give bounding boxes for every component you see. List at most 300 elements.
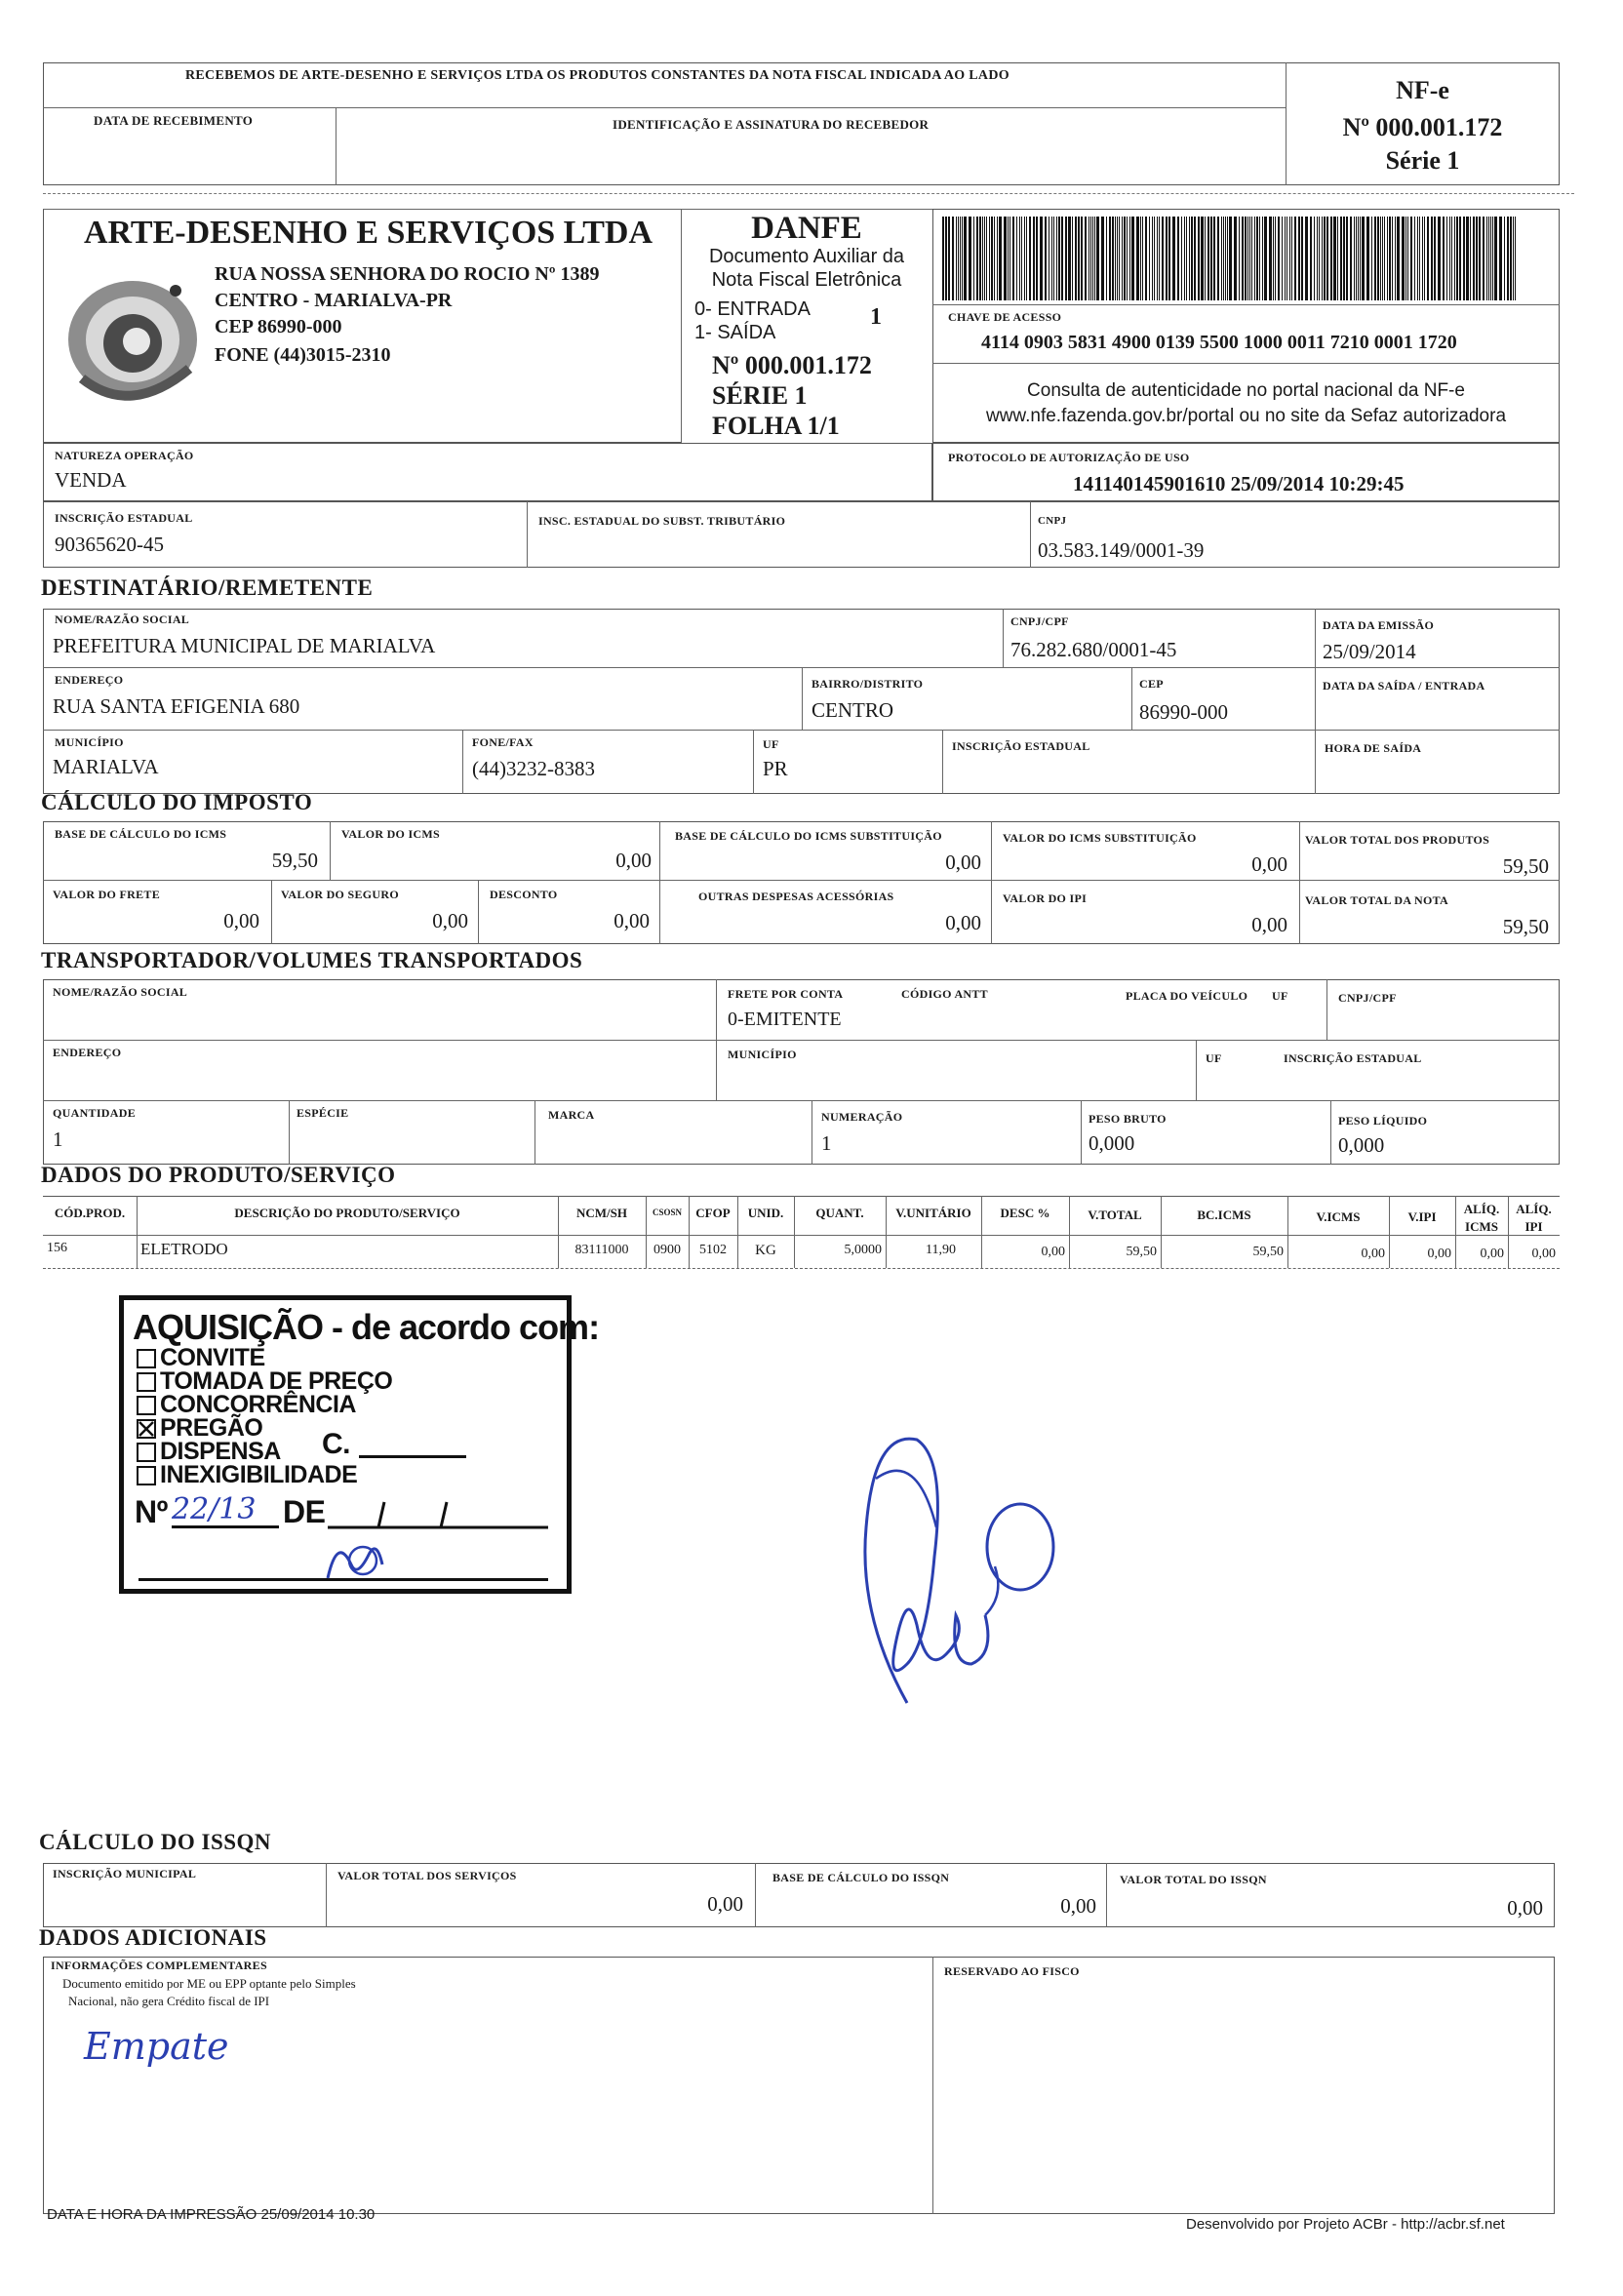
issqn-base: 0,00: [1060, 1894, 1096, 1918]
col-bcicms: BC.ICMS: [1197, 1207, 1251, 1222]
barcode-bar: [1221, 217, 1222, 300]
barcode-bar: [1008, 217, 1009, 300]
cell-desc: ELETRODO: [140, 1240, 228, 1258]
transp-ie-label: INSCRIÇÃO ESTADUAL: [1284, 1051, 1422, 1065]
cell-vunit: 11,90: [926, 1243, 956, 1257]
barcode-bar: [1081, 217, 1083, 300]
barcode-bar: [960, 217, 961, 300]
stamp-option-4: DISPENSA: [137, 1438, 281, 1466]
signature: [849, 1420, 1063, 1713]
stamp-option-3: PREGÃO: [137, 1414, 262, 1443]
barcode-bar: [1159, 217, 1160, 300]
dest-emissao: 25/09/2014: [1323, 640, 1416, 663]
cell-descp: 0,00: [1041, 1245, 1065, 1259]
barcode-bar: [1191, 217, 1193, 300]
col-aliq-icms-1: ALÍQ.: [1463, 1202, 1500, 1216]
dest-endereco-label: ENDEREÇO: [55, 673, 124, 687]
barcode-bar: [1454, 217, 1455, 300]
barcode-bar: [1131, 217, 1134, 300]
barcode-bar: [1463, 217, 1465, 300]
ie-label: INSCRIÇÃO ESTADUAL: [55, 511, 193, 525]
barcode-bar: [1189, 217, 1190, 300]
barcode-bar: [1009, 217, 1010, 300]
barcode-bar: [1389, 217, 1391, 300]
barcode-bar: [1021, 217, 1022, 300]
col-unid: UNID.: [747, 1206, 784, 1220]
barcode-bar: [1101, 217, 1104, 300]
barcode-bar: [964, 217, 967, 300]
barcode-bar: [952, 217, 954, 300]
barcode-bar: [1136, 217, 1139, 300]
data-recebimento-label: DATA DE RECEBIMENTO: [94, 113, 254, 128]
barcode-bar: [1510, 217, 1512, 300]
dest-hora-label: HORA DE SAÍDA: [1325, 741, 1422, 755]
barcode-bar: [1115, 217, 1116, 300]
barcode-bar: [1417, 217, 1418, 300]
barcode-bar: [1145, 217, 1147, 300]
seguro-label: VALOR DO SEGURO: [281, 888, 399, 901]
ie-st-label: INSC. ESTADUAL DO SUBST. TRIBUTÁRIO: [538, 514, 786, 528]
barcode-bar: [1392, 217, 1393, 300]
barcode-bar: [1075, 217, 1077, 300]
fisco-label: RESERVADO AO FISCO: [944, 1964, 1080, 1978]
stamp-c-label: C.: [322, 1428, 350, 1460]
barcode-bar: [1072, 217, 1073, 300]
valor-st-label: VALOR DO ICMS SUBSTITUIÇÃO: [1003, 831, 1197, 845]
barcode-bar: [1045, 217, 1047, 300]
barcode-bar: [1254, 217, 1255, 300]
barcode-bar: [969, 217, 971, 300]
transp-municipio-label: MUNICÍPIO: [728, 1048, 797, 1061]
footer-impressao: DATA E HORA DA IMPRESSÃO 25/09/2014 10.30: [47, 2206, 376, 2223]
company-logo: [53, 271, 209, 408]
transporte-section: TRANSPORTADOR/VOLUMES TRANSPORTADOS: [41, 948, 583, 972]
col-vtotal: V.TOTAL: [1088, 1207, 1142, 1222]
barcode-bar: [1337, 217, 1338, 300]
barcode-bar: [1068, 217, 1071, 300]
barcode-bar: [1410, 217, 1412, 300]
handwritten-note: Empate: [84, 2025, 229, 2068]
barcode-bar: [1012, 217, 1014, 300]
barcode-bar: [1431, 217, 1433, 300]
barcode-bar: [1346, 217, 1348, 300]
barcode-bar: [1285, 217, 1286, 300]
barcode-bar: [1033, 217, 1035, 300]
barcode-bar: [1056, 217, 1057, 300]
base-icms-label: BASE DE CÁLCULO DO ICMS: [55, 827, 227, 841]
barcode-bar: [1407, 217, 1408, 300]
transp-uf-label: UF: [1272, 989, 1288, 1003]
identificacao-label: IDENTIFICAÇÃO E ASSINATURA DO RECEBEDOR: [613, 117, 930, 132]
barcode-bar: [1140, 217, 1141, 300]
barcode-bar: [1291, 217, 1292, 300]
valor-icms: 0,00: [615, 849, 652, 872]
cell-vtotal: 59,50: [1126, 1245, 1157, 1259]
chave-label: CHAVE DE ACESSO: [948, 310, 1062, 324]
cell-vipi: 0,00: [1427, 1247, 1451, 1261]
barcode-bar: [1186, 217, 1187, 300]
barcode-bar: [986, 217, 987, 300]
barcode-bar: [1294, 217, 1296, 300]
dest-bairro: CENTRO: [812, 698, 893, 722]
checkbox-icon: [137, 1349, 156, 1368]
transp-numeracao-label: NUMERAÇÃO: [821, 1110, 903, 1124]
barcode-bar: [1207, 217, 1209, 300]
dest-cep: 86990-000: [1139, 700, 1228, 724]
barcode-bar: [1340, 217, 1342, 300]
emitente-address: RUA NOSSA SENHORA DO ROCIO Nº 1389: [215, 263, 600, 285]
barcode-bar: [1234, 217, 1237, 300]
chave-value: 4114 0903 5831 4900 0139 5500 1000 0011 7210 0001 1720: [981, 332, 1457, 353]
transp-uf2-label: UF: [1206, 1051, 1222, 1065]
col-vicms: V.ICMS: [1316, 1209, 1361, 1224]
danfe-title: DANFE: [751, 211, 862, 246]
protocolo-label: PROTOCOLO DE AUTORIZAÇÃO DE USO: [948, 451, 1190, 464]
barcode-bar: [1330, 217, 1332, 300]
barcode-bar: [1434, 217, 1436, 300]
nfe-title: NF-e: [1396, 76, 1449, 104]
barcode-bar: [1438, 217, 1441, 300]
stamp-option-1: TOMADA DE PREÇO: [137, 1367, 392, 1396]
cell-aliq-icms: 0,00: [1480, 1247, 1504, 1261]
consulta-line1: Consulta de autenticidade no portal nacional da NF-e: [1027, 380, 1465, 401]
dest-nome: PREFEITURA MUNICIPAL DE MARIALVA: [53, 634, 436, 657]
danfe-subtitle2: Nota Fiscal Eletrônica: [711, 269, 902, 291]
frete-label: VALOR DO FRETE: [53, 888, 160, 901]
barcode-bar: [1333, 217, 1336, 300]
barcode-bar: [1451, 217, 1452, 300]
barcode-bar: [1384, 217, 1385, 300]
transp-especie-label: ESPÉCIE: [297, 1106, 349, 1120]
barcode-bar: [1354, 217, 1355, 300]
barcode-bar: [1078, 217, 1080, 300]
checked-box-icon: [137, 1419, 156, 1439]
dest-endereco: RUA SANTA EFIGENIA 680: [53, 694, 300, 718]
danfe-subtitle1: Documento Auxiliar da: [708, 246, 905, 267]
dest-uf: PR: [763, 757, 788, 780]
barcode-bar: [984, 217, 985, 300]
barcode-bar: [1122, 217, 1123, 300]
dest-saida-label: DATA DA SAÍDA / ENTRADA: [1323, 679, 1485, 693]
barcode-bar: [1382, 217, 1383, 300]
stamp-title: AQUISIÇÃO - de acordo com:: [133, 1307, 600, 1347]
protocolo-value: 141140145901610 25/09/2014 10:29:45: [1073, 472, 1405, 495]
ie-row: [43, 501, 1560, 568]
barcode-bar: [1142, 217, 1143, 300]
danfe-numero: Nº 000.001.172: [712, 351, 872, 379]
canhoto-hline: [43, 107, 1286, 108]
stamp-de-label: DE: [283, 1494, 326, 1529]
barcode-bar: [999, 217, 1002, 300]
desconto: 0,00: [614, 909, 650, 932]
barcode-bar: [1395, 217, 1396, 300]
info-line1: Documento emitido por ME ou EPP optante pelo Simples: [62, 1976, 356, 1991]
col-aliq-ipi-2: IPI: [1524, 1219, 1543, 1234]
dest-ie-label: INSCRIÇÃO ESTADUAL: [952, 739, 1090, 753]
barcode-bar: [1096, 217, 1099, 300]
barcode-bar: [1172, 217, 1175, 300]
barcode-bar: [1004, 217, 1007, 300]
barcode-bar: [1259, 217, 1260, 300]
barcode-bar: [1119, 217, 1120, 300]
imposto-section: CÁLCULO DO IMPOSTO: [41, 790, 313, 814]
adicionais-box: [43, 1957, 1555, 2214]
barcode-bar: [1201, 217, 1204, 300]
ipi-label: VALOR DO IPI: [1003, 891, 1088, 905]
barcode-bar: [1061, 217, 1063, 300]
danfe-saida: 1- SAÍDA: [694, 322, 776, 343]
issqn-base-label: BASE DE CÁLCULO DO ISSQN: [772, 1871, 950, 1884]
barcode-bar: [1443, 217, 1445, 300]
barcode-bar: [1273, 217, 1274, 300]
checkbox-icon: [137, 1466, 156, 1485]
barcode-bar: [1229, 217, 1232, 300]
barcode-bar: [1092, 217, 1093, 300]
barcode-bar: [1106, 217, 1107, 300]
barcode-bar: [1090, 217, 1091, 300]
transp-numeracao: 1: [821, 1131, 832, 1155]
barcode-bar: [1343, 217, 1345, 300]
base-icms: 59,50: [271, 849, 318, 872]
col-vipi: V.IPI: [1407, 1209, 1437, 1224]
info-line2: Nacional, não gera Crédito fiscal de IPI: [68, 1994, 270, 2008]
barcode-bar: [1162, 217, 1164, 300]
stamp-numero-label: Nº: [135, 1494, 168, 1529]
barcode-bar: [1051, 217, 1052, 300]
col-vunit: V.UNITÁRIO: [895, 1206, 971, 1220]
emitente-phone: FONE (44)3015-2310: [215, 344, 391, 366]
barcode: [942, 217, 1520, 300]
barcode-bar: [1264, 217, 1267, 300]
issqn-servicos: 0,00: [707, 1892, 743, 1916]
nfe-number: Nº 000.001.172: [1342, 113, 1503, 141]
dest-municipio-label: MUNICÍPIO: [55, 735, 124, 749]
barcode-bar: [1494, 217, 1497, 300]
barcode-bar: [997, 217, 998, 300]
nfe-serie: Série 1: [1385, 146, 1460, 175]
barcode-bar: [1112, 217, 1114, 300]
barcode-bar: [1085, 217, 1087, 300]
dest-cep-label: CEP: [1139, 677, 1164, 691]
stamp-date-lines: [328, 1496, 552, 1531]
natureza-label: NATUREZA OPERAÇÃO: [55, 449, 194, 462]
outras-label: OUTRAS DESPESAS ACESSÓRIAS: [698, 890, 894, 903]
barcode-bar: [1470, 217, 1471, 300]
barcode-bar: [1278, 217, 1280, 300]
cut-line: [43, 193, 1574, 194]
barcode-bar: [1488, 217, 1489, 300]
transp-endereco-label: ENDEREÇO: [53, 1046, 122, 1059]
barcode-bar: [1213, 217, 1215, 300]
seguro: 0,00: [432, 909, 468, 932]
cell-bcicms: 59,50: [1252, 1245, 1284, 1259]
barcode-bar: [1181, 217, 1182, 300]
barcode-bar: [1358, 217, 1359, 300]
barcode-bar: [1486, 217, 1487, 300]
barcode-bar: [1402, 217, 1405, 300]
barcode-bar: [1322, 217, 1323, 300]
base-st-label: BASE DE CÁLCULO DO ICMS SUBSTITUIÇÃO: [675, 829, 942, 843]
barcode-bar: [1362, 217, 1365, 300]
barcode-bar: [1289, 217, 1290, 300]
transp-bruto: 0,000: [1089, 1131, 1135, 1155]
outras: 0,00: [945, 911, 981, 934]
barcode-bar: [942, 217, 944, 300]
barcode-bar: [1129, 217, 1130, 300]
desconto-label: DESCONTO: [490, 888, 558, 901]
barcode-bar: [1256, 217, 1258, 300]
cell-cfop: 5102: [699, 1243, 727, 1257]
ie-value: 90365620-45: [55, 533, 164, 556]
barcode-bar: [1040, 217, 1043, 300]
produtos-section: DADOS DO PRODUTO/SERVIÇO: [41, 1163, 396, 1187]
col-quant: QUANT.: [815, 1206, 864, 1220]
stamp-option-2: CONCORRÊNCIA: [137, 1391, 356, 1419]
transp-frete: 0-EMITENTE: [728, 1009, 842, 1030]
barcode-bar: [948, 217, 950, 300]
col-aliq-ipi-1: ALÍQ.: [1516, 1202, 1552, 1216]
stamp-option-0: CONVITE: [137, 1344, 265, 1372]
barcode-bar: [1117, 217, 1118, 300]
barcode-bar: [1317, 217, 1318, 300]
barcode-bar: [1184, 217, 1185, 300]
barcode-bar: [1026, 217, 1027, 300]
issqn-valor: 0,00: [1507, 1896, 1543, 1920]
emitente-district: CENTRO - MARIALVA-PR: [215, 290, 453, 311]
checkbox-icon: [137, 1396, 156, 1415]
transp-nome-label: NOME/RAZÃO SOCIAL: [53, 985, 188, 999]
barcode-bar: [1427, 217, 1429, 300]
barcode-bar: [1298, 217, 1300, 300]
dest-emissao-label: DATA DA EMISSÃO: [1323, 618, 1435, 632]
barcode-bar: [1301, 217, 1303, 300]
barcode-bar: [1149, 217, 1150, 300]
barcode-bar: [989, 217, 990, 300]
barcode-bar: [1053, 217, 1054, 300]
barcode-bar: [1247, 217, 1248, 300]
total-nota: 59,50: [1502, 915, 1549, 938]
barcode-bar: [1324, 217, 1326, 300]
barcode-bar: [1217, 217, 1219, 300]
cell-cod: 156: [47, 1241, 67, 1255]
cell-unid: KG: [755, 1243, 776, 1258]
barcode-bar: [1242, 217, 1244, 300]
barcode-bar: [1036, 217, 1038, 300]
barcode-bar: [1374, 217, 1376, 300]
barcode-bar: [1305, 217, 1308, 300]
danfe-tipo: 1: [870, 304, 882, 330]
transp-bruto-label: PESO BRUTO: [1089, 1112, 1167, 1126]
cell-aliq-ipi: 0,00: [1531, 1247, 1556, 1261]
barcode-bar: [1094, 217, 1095, 300]
barcode-bar: [1269, 217, 1272, 300]
stamp-option-5: INEXIGIBILIDADE: [137, 1461, 357, 1489]
barcode-bar: [976, 217, 978, 300]
canhoto-statement: RECEBEMOS DE ARTE-DESENHO E SERVIÇOS LTDA OS PRODUTOS CONSTANTES DA NOTA FISCAL INDICADA AO LADO: [185, 68, 1009, 83]
footer-acbr: Desenvolvido por Projeto ACBr - http://acbr.sf.net: [1186, 2216, 1505, 2233]
barcode-bar: [1513, 217, 1514, 300]
barcode-bar: [1262, 217, 1263, 300]
barcode-bar: [1422, 217, 1423, 300]
barcode-bar: [1319, 217, 1320, 300]
barcode-bar: [1314, 217, 1315, 300]
dest-cnpj: 76.282.680/0001-45: [1010, 638, 1177, 661]
barcode-bar: [1515, 217, 1516, 300]
barcode-bar: [1476, 217, 1478, 300]
barcode-bar: [1024, 217, 1025, 300]
barcode-bar: [982, 217, 983, 300]
danfe-serie: SÉRIE 1: [712, 381, 808, 410]
barcode-bar: [1251, 217, 1252, 300]
barcode-bar: [1490, 217, 1491, 300]
barcode-bar: [1366, 217, 1369, 300]
cell-quant: 5,0000: [844, 1243, 882, 1257]
barcode-bar: [1507, 217, 1509, 300]
dest-uf-label: UF: [763, 737, 779, 751]
barcode-bar: [1225, 217, 1226, 300]
consulta-line2: www.nfe.fazenda.gov.br/portal ou no site da Sefaz autorizadora: [985, 406, 1507, 426]
emitente-name: ARTE-DESENHO E SERVIÇOS LTDA: [84, 215, 653, 251]
barcode-bar: [1483, 217, 1484, 300]
barcode-bar: [1356, 217, 1357, 300]
cell-vicms: 0,00: [1361, 1247, 1385, 1261]
barcode-bar: [1194, 217, 1196, 300]
cell-csosn: 0900: [653, 1243, 681, 1257]
barcode-bar: [1109, 217, 1111, 300]
barcode-bar: [1166, 217, 1168, 300]
adicionais-section: DADOS ADICIONAIS: [39, 1925, 267, 1950]
transp-liquido-label: PESO LÍQUIDO: [1338, 1114, 1428, 1128]
checkbox-icon: [137, 1372, 156, 1392]
transp-placa-label: PLACA DO VEÍCULO: [1126, 989, 1248, 1003]
dest-bairro-label: BAIRRO/DISTRITO: [812, 677, 924, 691]
transp-liquido: 0,000: [1338, 1133, 1385, 1157]
barcode-bar: [1504, 217, 1505, 300]
issqn-valor-label: VALOR TOTAL DO ISSQN: [1120, 1873, 1267, 1886]
valor-st: 0,00: [1251, 852, 1287, 876]
checkbox-icon: [137, 1443, 156, 1462]
col-descp: DESC %: [1000, 1206, 1050, 1220]
barcode-bar: [1473, 217, 1475, 300]
barcode-bar: [1249, 217, 1250, 300]
barcode-bar: [1350, 217, 1352, 300]
dest-nome-label: NOME/RAZÃO SOCIAL: [55, 613, 190, 626]
col-cfop: CFOP: [695, 1206, 731, 1220]
col-cod: CÓD.PROD.: [54, 1206, 126, 1220]
destinatario-section: DESTINATÁRIO/REMETENTE: [41, 575, 374, 600]
barcode-bar: [1177, 217, 1179, 300]
dest-municipio: MARIALVA: [53, 755, 159, 778]
barcode-bar: [1446, 217, 1447, 300]
barcode-bar: [1466, 217, 1469, 300]
barcode-bar: [1239, 217, 1240, 300]
issqn-servicos-label: VALOR TOTAL DOS SERVIÇOS: [337, 1869, 517, 1882]
transp-qtd: 1: [53, 1128, 63, 1151]
total-produtos-label: VALOR TOTAL DOS PRODUTOS: [1305, 833, 1490, 847]
transp-antt-label: CÓDIGO ANTT: [901, 987, 988, 1001]
barcode-bar: [1245, 217, 1247, 300]
valor-icms-label: VALOR DO ICMS: [341, 827, 441, 841]
barcode-bar: [1152, 217, 1153, 300]
transp-qtd-label: QUANTIDADE: [53, 1106, 137, 1120]
dest-fone: (44)3232-8383: [472, 757, 595, 780]
barcode-bar: [1065, 217, 1067, 300]
col-ncm: NCM/SH: [576, 1206, 627, 1220]
barcode-bar: [956, 217, 957, 300]
barcode-bar: [1387, 217, 1388, 300]
issqn-section: CÁLCULO DO ISSQN: [39, 1830, 272, 1854]
col-aliq-icms-2: ICMS: [1465, 1219, 1498, 1234]
